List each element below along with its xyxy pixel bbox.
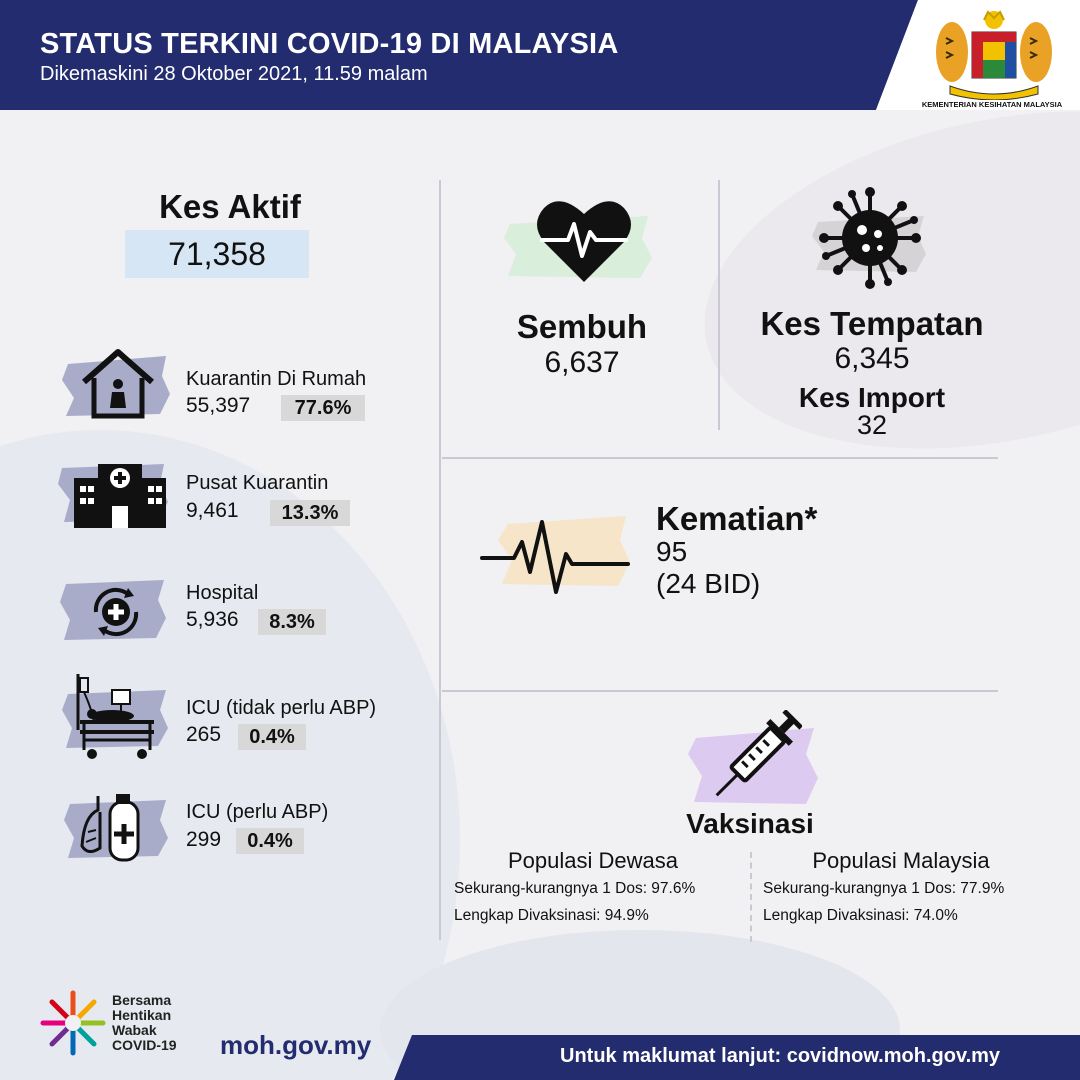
recovered-label: Sembuh	[516, 308, 648, 345]
background-shape	[0, 430, 460, 1080]
adult-dose1: Sekurang-kurangnya 1 Dos: 97.6%	[454, 880, 696, 897]
ekg-line-icon	[480, 514, 630, 596]
campaign-text-line: Hentikan	[112, 1007, 172, 1023]
hospital-percent: 8.3%	[258, 609, 326, 635]
more-info-link[interactable]: Untuk maklumat lanjut: covidnow.moh.gov.my	[560, 1045, 1001, 1067]
home-quarantine-value: 55,397	[186, 394, 251, 417]
icu-ventilator-value: 299	[186, 828, 222, 851]
lungs-ventilator-icon	[76, 790, 142, 864]
house-person-icon	[80, 348, 156, 420]
malaysia-population-title: Populasi Malaysia	[812, 848, 990, 873]
page-title: STATUS TERKINI COVID-19 DI MALAYSIA	[40, 28, 619, 60]
icu-no-ventilator-value: 265	[186, 723, 222, 746]
deaths-label: Kematian*	[656, 500, 818, 537]
icu-ventilator-percent: 0.4%	[236, 828, 304, 854]
vaccination-divider	[750, 852, 752, 942]
row-divider	[442, 690, 998, 692]
malaysia-full: Lengkap Divaksinasi: 74.0%	[763, 907, 958, 924]
home-quarantine-label: Kuarantin Di Rumah	[186, 368, 367, 390]
column-divider	[439, 180, 441, 940]
imported-cases-value: 32	[856, 410, 888, 440]
quarantine-center-label: Pusat Kuarantin	[186, 472, 329, 494]
row-divider	[442, 457, 998, 459]
adult-population-title: Populasi Dewasa	[508, 848, 678, 873]
active-cases-label: Kes Aktif	[159, 188, 301, 225]
icu-bed-icon	[72, 670, 162, 762]
quarantine-building-icon	[72, 460, 168, 530]
ministry-name: KEMENTERIAN KESIHATAN MALAYSIA	[921, 100, 1063, 109]
recovered-value: 6,637	[544, 346, 620, 379]
virus-icon	[818, 186, 922, 290]
campaign-text-line: Bersama	[112, 992, 172, 1008]
coat-of-arms-icon	[930, 8, 1058, 100]
moh-website-link[interactable]: moh.gov.my	[220, 1030, 372, 1060]
column-divider	[718, 180, 720, 430]
campaign-burst-logo	[40, 990, 106, 1056]
active-cases-value: 71,358	[168, 236, 266, 272]
quarantine-center-value: 9,461	[186, 499, 239, 522]
malaysia-dose1: Sekurang-kurangnya 1 Dos: 77.9%	[763, 880, 1005, 897]
deaths-value: 95	[656, 536, 688, 567]
syringe-icon	[702, 710, 802, 810]
home-quarantine-percent: 77.6%	[281, 395, 365, 421]
icu-ventilator-label: ICU (perlu ABP)	[186, 801, 329, 823]
header	[0, 0, 1080, 110]
update-timestamp: Dikemaskini 28 Oktober 2021, 11.59 malam	[40, 63, 428, 85]
brought-in-dead-value: (24 BID)	[656, 568, 761, 599]
local-cases-label: Kes Tempatan	[760, 305, 984, 342]
hospital-label: Hospital	[186, 582, 259, 604]
adult-full: Lengkap Divaksinasi: 94.9%	[454, 907, 649, 924]
imported-cases-label: Kes Import	[798, 382, 946, 413]
campaign-text-line: Wabak	[112, 1022, 157, 1038]
vaccination-label: Vaksinasi	[686, 808, 814, 839]
campaign-text-line: COVID-19	[112, 1037, 177, 1053]
hospital-cross-icon	[88, 584, 144, 640]
heart-pulse-icon	[534, 194, 634, 286]
icu-no-ventilator-label: ICU (tidak perlu ABP)	[186, 697, 377, 719]
quarantine-center-percent: 13.3%	[270, 500, 350, 526]
hospital-value: 5,936	[186, 608, 239, 631]
local-cases-value: 6,345	[834, 342, 910, 375]
icu-no-ventilator-percent: 0.4%	[238, 724, 306, 750]
